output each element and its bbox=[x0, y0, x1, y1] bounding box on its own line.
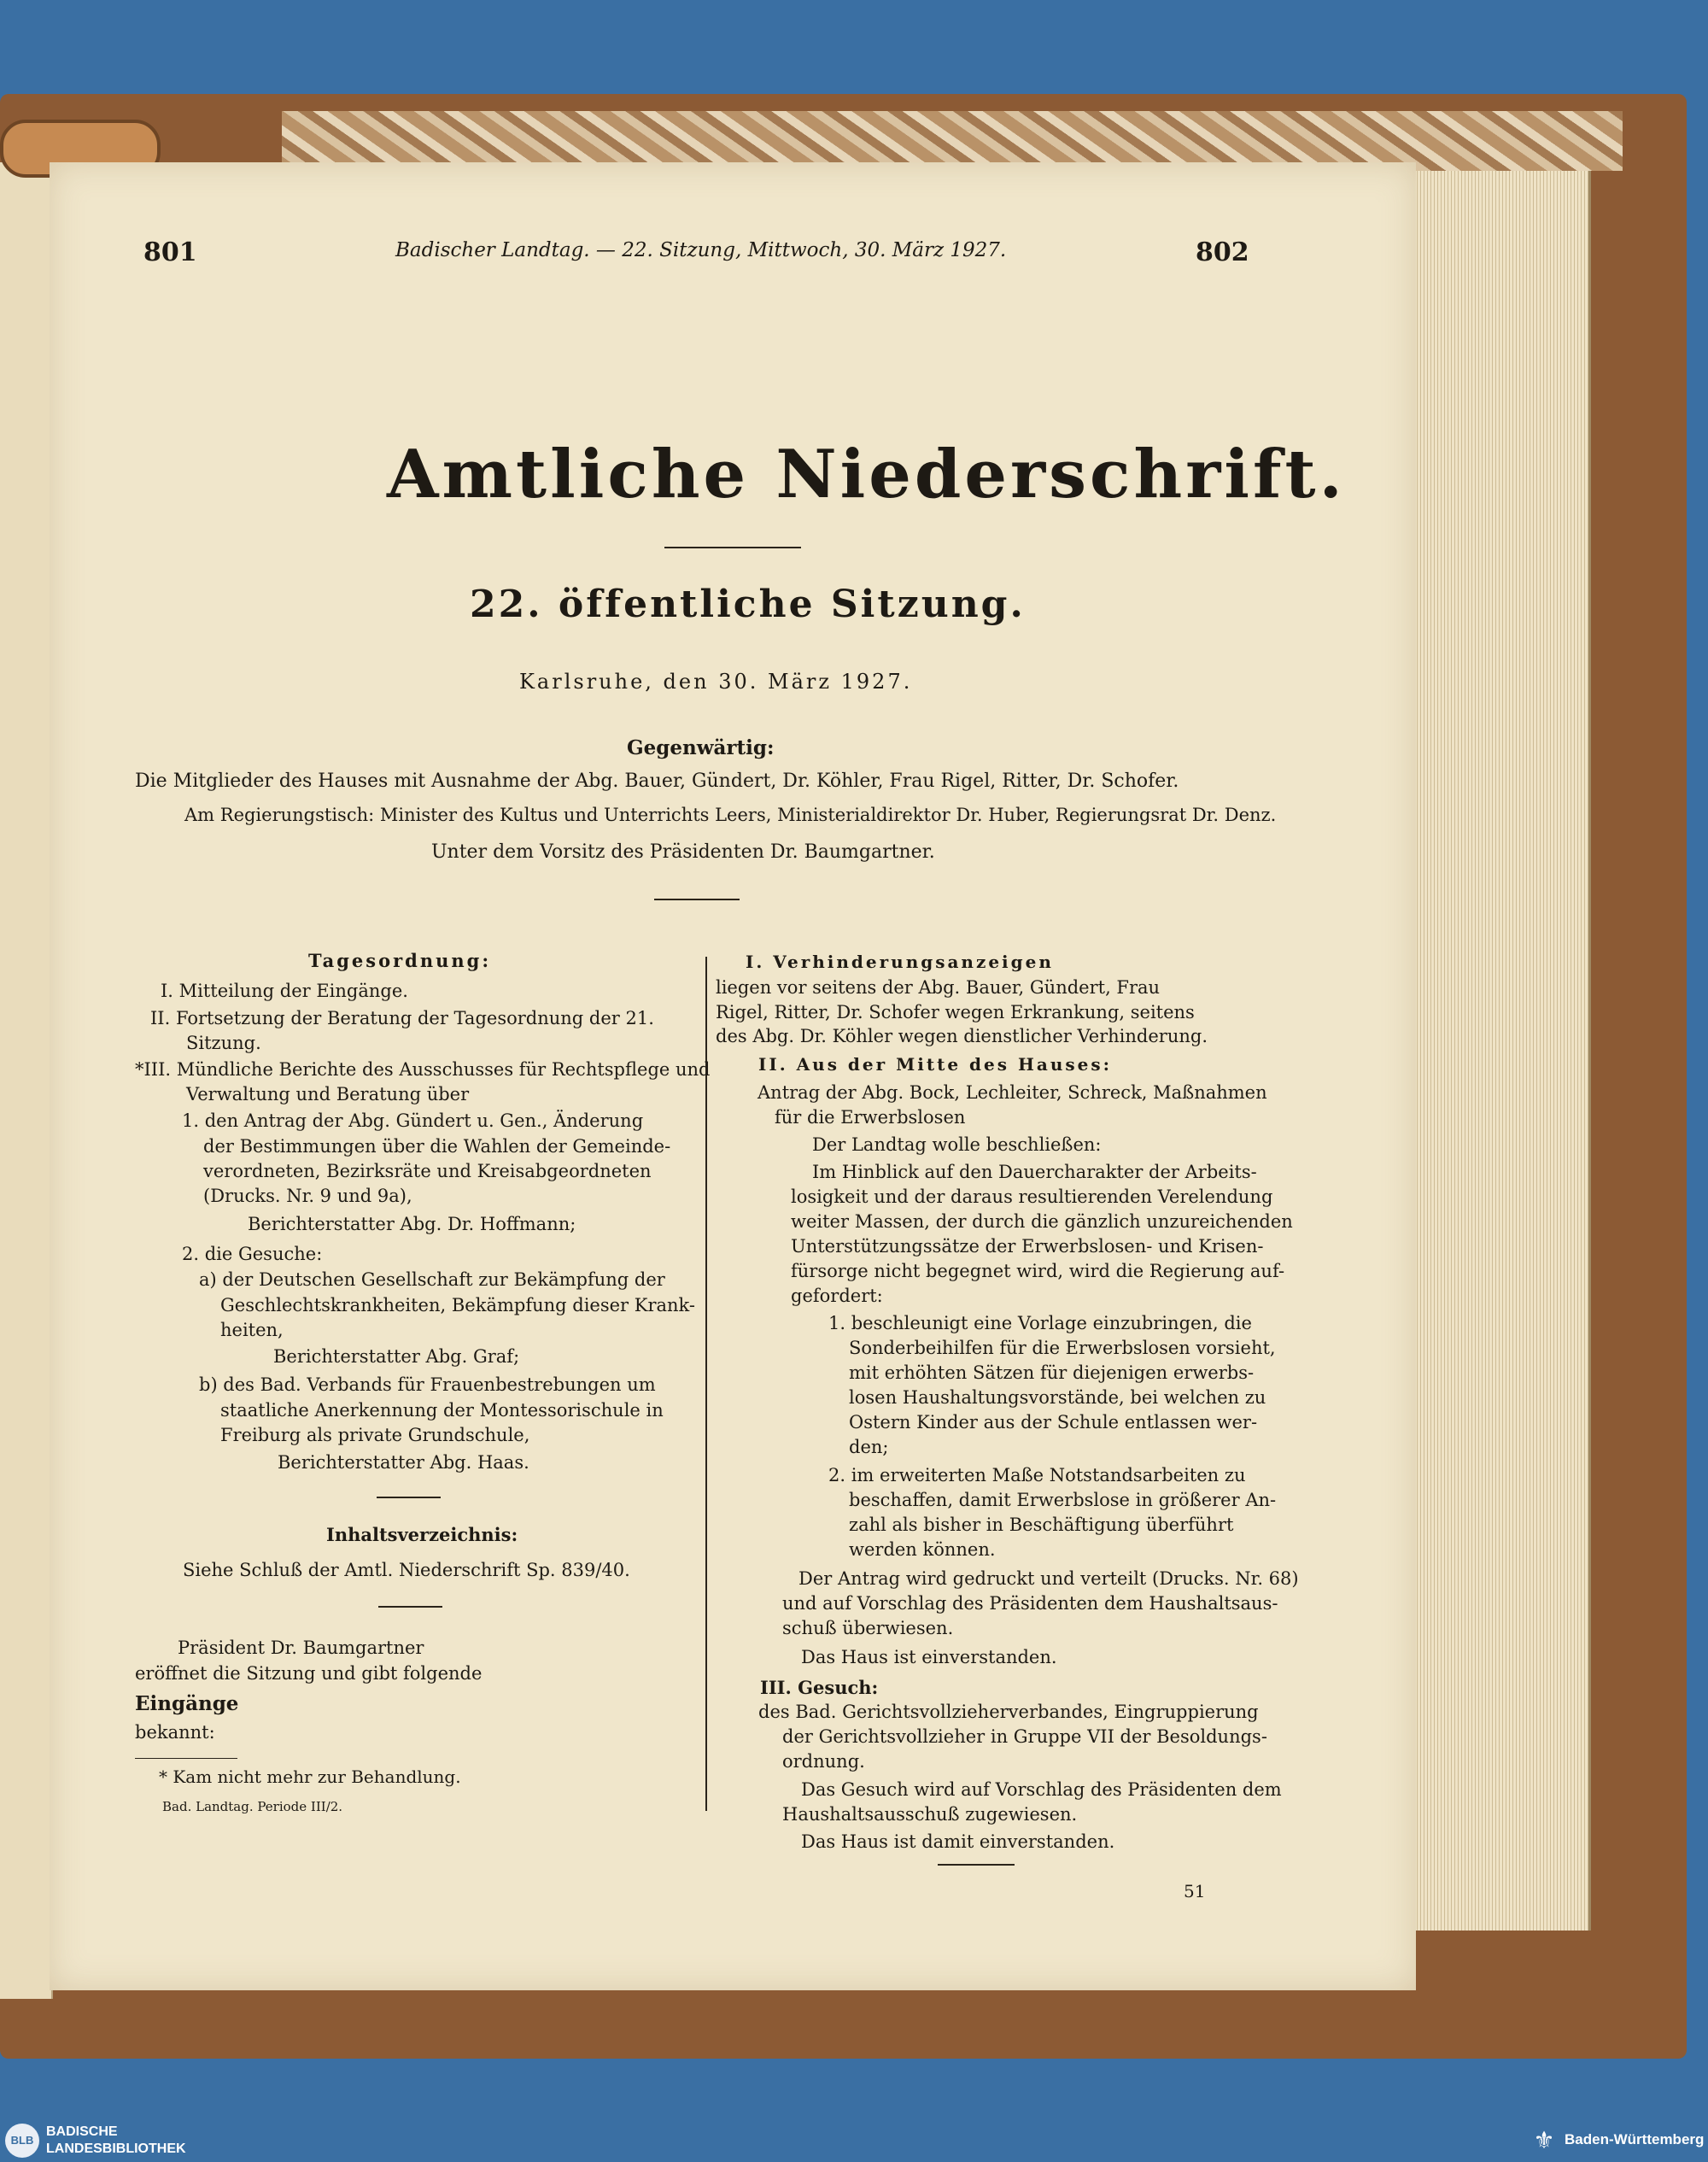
sheet-number: 51 bbox=[1184, 1881, 1206, 1901]
right-line: III. Gesuch: bbox=[760, 1677, 879, 1698]
right-line: weiter Massen, der durch die gänzlich unzureichenden bbox=[791, 1211, 1293, 1232]
right-line: gefordert: bbox=[791, 1286, 883, 1306]
footnote: * Kam nicht mehr zur Behandlung. bbox=[159, 1767, 461, 1787]
right-line: Ostern Kinder aus der Schule entlassen wer- bbox=[849, 1412, 1258, 1433]
index-heading: Inhaltsverzeichnis: bbox=[326, 1524, 518, 1545]
document-page bbox=[50, 162, 1416, 1990]
present-line: Am Regierungstisch: Minister des Kultus und Unterrichts Leers, Ministerialdirektor Dr. Huber, Regierungsrat Dr. Denz. bbox=[184, 805, 1277, 825]
right-line: Das Gesuch wird auf Vorschlag des Präsidenten dem bbox=[801, 1779, 1282, 1800]
opening-line: Eingänge bbox=[135, 1692, 239, 1715]
present-heading: Gegenwärtig: bbox=[627, 736, 775, 759]
right-line: den; bbox=[849, 1437, 889, 1457]
agenda-line: Berichterstatter Abg. Dr. Hoffmann; bbox=[248, 1214, 576, 1234]
state-name: Baden-Württemberg bbox=[1565, 2131, 1705, 2147]
present-line: Die Mitglieder des Hauses mit Ausnahme der Abg. Bauer, Gündert, Dr. Köhler, Frau Rigel, Ritter, Dr. Schofer. bbox=[135, 770, 1179, 792]
right-line: schuß überwiesen. bbox=[782, 1618, 954, 1638]
title-rule bbox=[664, 547, 801, 548]
right-line: Der Antrag wird gedruckt und verteilt (Drucks. Nr. 68) bbox=[798, 1568, 1299, 1589]
agenda-heading: Tagesordnung: bbox=[308, 950, 492, 971]
right-line: liegen vor seitens der Abg. Bauer, Gündert, Frau bbox=[716, 977, 1161, 998]
right-line: fürsorge nicht begegnet wird, wird die Regierung auf- bbox=[791, 1261, 1285, 1281]
right-line: der Gerichtsvollzieher in Gruppe VII der Besoldungs- bbox=[782, 1726, 1267, 1747]
right-line: Sonderbeihilfen für die Erwerbslosen vorsieht, bbox=[849, 1338, 1276, 1358]
agenda-line: *III. Mündliche Berichte des Ausschusses für Rechtspflege und bbox=[135, 1059, 711, 1080]
imprint: Bad. Landtag. Periode III/2. bbox=[162, 1799, 343, 1814]
agenda-line: (Drucks. Nr. 9 und 9a), bbox=[203, 1186, 412, 1206]
opening-line: eröffnet die Sitzung und gibt folgende bbox=[135, 1663, 483, 1684]
agenda-line: b) des Bad. Verbands für Frauenbestrebungen um bbox=[199, 1374, 656, 1395]
present-line: Unter dem Vorsitz des Präsidenten Dr. Baumgartner. bbox=[431, 841, 935, 863]
agenda-line: heiten, bbox=[220, 1320, 284, 1340]
right-line: 2. im erweiterten Maße Notstandsarbeiten zu bbox=[828, 1465, 1246, 1485]
running-title: Badischer Landtag. — 22. Sitzung, Mittwoch, 30. März 1927. bbox=[395, 239, 1007, 261]
agenda-line: Geschlechtskrankheiten, Bekämpfung dieser Krank- bbox=[220, 1295, 695, 1315]
agenda-line: verordneten, Bezirksräte und Kreisabgeordneten bbox=[203, 1161, 652, 1181]
agenda-line: II. Fortsetzung der Beratung der Tagesordnung der 21. bbox=[150, 1008, 654, 1028]
agenda-line: 1. den Antrag der Abg. Gündert u. Gen., Änderung bbox=[182, 1110, 644, 1131]
right-line: Unterstützungssätze der Erwerbslosen- und Krisen- bbox=[791, 1236, 1264, 1257]
agenda-line: Verwaltung und Beratung über bbox=[186, 1084, 470, 1104]
right-line: beschaffen, damit Erwerbslose in größerer An- bbox=[849, 1490, 1277, 1510]
right-line: Der Landtag wolle beschließen: bbox=[812, 1134, 1102, 1155]
right-line: I. Verhinderungsanzeigen bbox=[746, 952, 1054, 972]
state-crest-icon: ⚜ bbox=[1533, 2126, 1555, 2154]
right-line: Antrag der Abg. Bock, Lechleiter, Schreck, Maßnahmen bbox=[757, 1082, 1267, 1103]
right-line: des Abg. Dr. Köhler wegen dienstlicher Verhinderung. bbox=[716, 1026, 1208, 1046]
place-date: Karlsruhe, den 30. März 1927. bbox=[519, 670, 913, 694]
agenda-line: a) der Deutschen Gesellschaft zur Bekämpfung der bbox=[199, 1269, 665, 1290]
page-title: Amtliche Niederschrift. bbox=[387, 436, 1346, 513]
right-line: mit erhöhten Sätzen für diejenigen erwerbs- bbox=[849, 1362, 1255, 1383]
right-line: ordnung. bbox=[782, 1751, 865, 1772]
session-subtitle: 22. öffentliche Sitzung. bbox=[470, 583, 1026, 626]
right-line: Im Hinblick auf den Dauercharakter der Arbeits- bbox=[812, 1162, 1257, 1182]
agenda-line: der Bestimmungen über die Wahlen der Gemeinde- bbox=[203, 1136, 671, 1157]
left-page-edge bbox=[0, 162, 53, 1999]
right-line: II. Aus der Mitte des Hauses: bbox=[758, 1054, 1112, 1075]
agenda-line: 2. die Gesuche: bbox=[182, 1244, 323, 1264]
page-stack-edges bbox=[1401, 171, 1591, 1931]
opening-line: Präsident Dr. Baumgartner bbox=[178, 1638, 424, 1658]
right-line: Das Haus ist einverstanden. bbox=[801, 1647, 1057, 1667]
agenda-line: Berichterstatter Abg. Haas. bbox=[278, 1452, 529, 1473]
library-name: BADISCHE LANDESBIBLIOTHEK bbox=[46, 2124, 186, 2156]
page-number-left: 801 bbox=[143, 237, 197, 267]
agenda-line: Sitzung. bbox=[186, 1033, 261, 1053]
right-line: losigkeit und der daraus resultierenden Verelendung bbox=[791, 1186, 1273, 1207]
right-line: zahl als bisher in Beschäftigung überführt bbox=[849, 1515, 1234, 1535]
right-line: Haushaltsausschuß zugewiesen. bbox=[782, 1804, 1078, 1825]
right-line: Rigel, Ritter, Dr. Schofer wegen Erkrankung, seitens bbox=[716, 1002, 1195, 1022]
agenda-line: Berichterstatter Abg. Graf; bbox=[273, 1346, 520, 1367]
opening-line: bekannt: bbox=[135, 1722, 215, 1743]
footnote-rule bbox=[135, 1758, 237, 1759]
agenda-line: Freiburg als private Grundschule, bbox=[220, 1425, 530, 1445]
blb-logo[interactable]: BLB bbox=[5, 2124, 39, 2158]
page-number-right: 802 bbox=[1196, 237, 1249, 267]
right-line: 1. beschleunigt eine Vorlage einzubringen, die bbox=[828, 1313, 1252, 1333]
column-divider bbox=[705, 957, 707, 1811]
index-rule bbox=[377, 1497, 441, 1498]
opening-rule bbox=[378, 1606, 442, 1608]
footer-bar bbox=[0, 2119, 1708, 2162]
right-line: und auf Vorschlag des Präsidenten dem Haushaltsaus- bbox=[782, 1593, 1278, 1614]
index-text: Siehe Schluß der Amtl. Niederschrift Sp. 839/40. bbox=[183, 1560, 630, 1580]
right-line: werden können. bbox=[849, 1539, 996, 1560]
right-line: für die Erwerbslosen bbox=[775, 1107, 966, 1128]
right-line: des Bad. Gerichtsvollzieherverbandes, Eingruppierung bbox=[758, 1702, 1259, 1722]
section-rule bbox=[654, 899, 740, 900]
agenda-line: staatliche Anerkennung der Montessorischule in bbox=[220, 1400, 664, 1421]
closing-rule bbox=[938, 1864, 1015, 1866]
agenda-line: I. Mitteilung der Eingänge. bbox=[161, 981, 408, 1001]
right-line: Das Haus ist damit einverstanden. bbox=[801, 1831, 1115, 1852]
right-line: losen Haushaltungsvorstände, bei welchen zu bbox=[849, 1387, 1266, 1408]
